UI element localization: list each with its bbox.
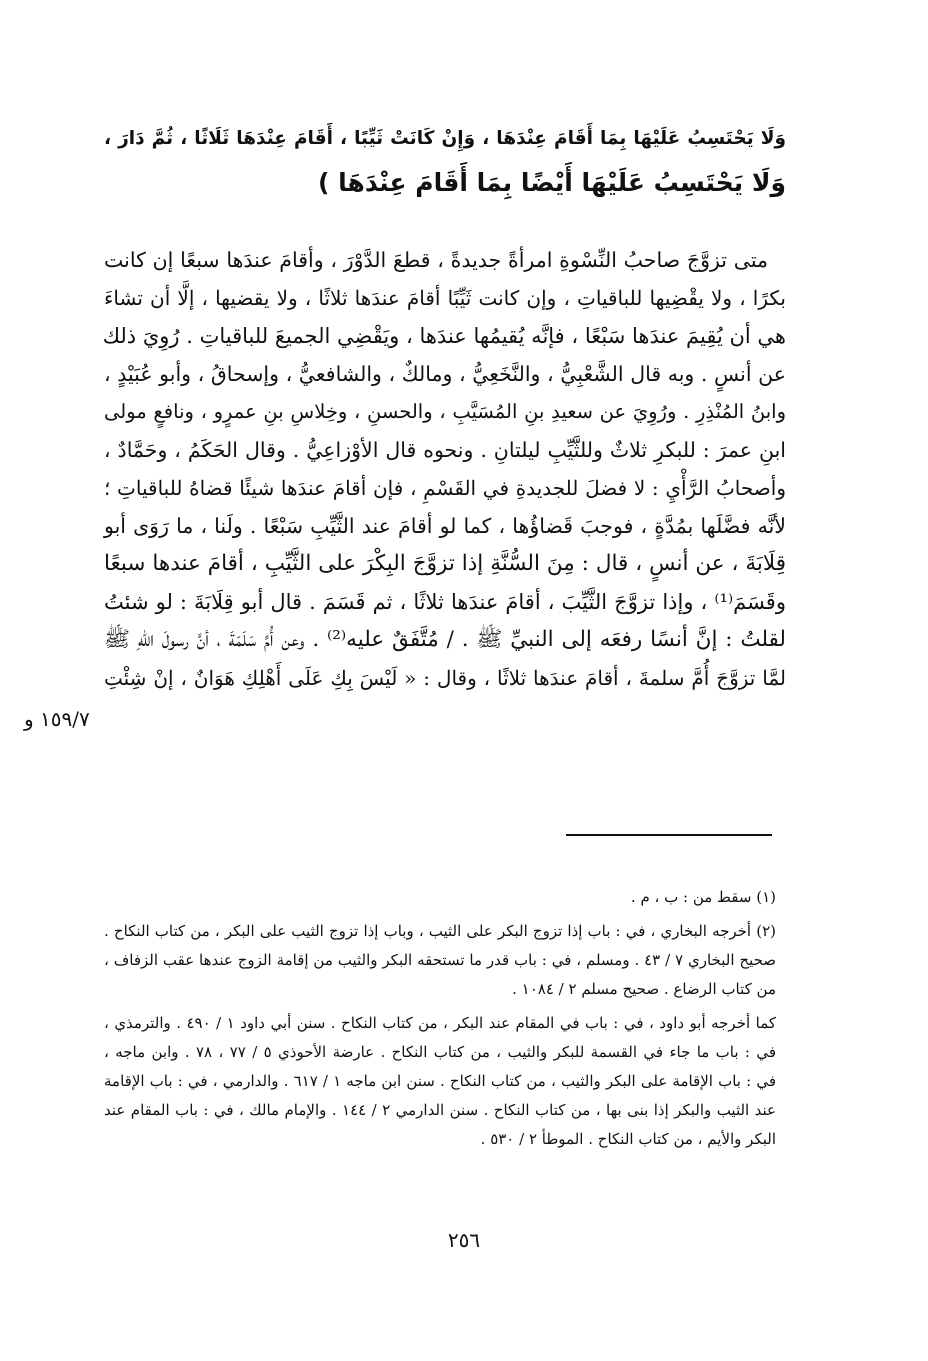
body-line: لأنَّه فضَّلَها بمُدَّةٍ ، فوجبَ قَضاؤُها ، كما لو أقامَ عند الثَّيِّبِ سَبْعًا . ولَنا ، ما رَوَى أبو: [104, 514, 786, 538]
footnote-line: (٢) أخرجه البخاري ، في : باب إذا تزوج البكر على الثيب ، وباب إذا تزوج الثيب على البكر ، من كتاب النكاح .: [104, 922, 776, 940]
body-line: ابنِ عمرَ : للبكرِ ثلاثٌ وللثَّيِّبِ ليلتانِ . ونحوه قال الأوْزاعِيُّ . وقال الحَكَمُ ، وحَمَّادٌ ،: [104, 438, 786, 462]
body-line: هي أن يُقِيمَ عندَها سَبْعًا ، فإنَّه يُقيمُها عندَها ، ويَقْضِي الجميعَ للباقياتِ . رُوِيَ ذلك: [102, 324, 786, 348]
body-line: وأصحابُ الرَّأْيِ : لا فضلَ للجديدةِ في القَسْمِ ، فإن أقامَ عندَها شيئًا قضاهُ للباقياتِ ؛: [104, 476, 786, 500]
page-number: ٢٥٦: [447, 1228, 481, 1252]
matn-line: وَلَا يَحْتَسِبُ عَلَيْهَا بِمَا أَقَامَ عِنْدَهَا ، وَإِنْ كَانَتْ ثَيِّبًا ، أَقَامَ عِنْدَهَا ثَلَاثًا ، ثُمَّ دَارَ ،: [104, 128, 786, 149]
footnote-line: من كتاب الرضاع . صحيح مسلم ٢ / ١٠٨٤ .: [512, 980, 776, 998]
body-line: لقلتُ : إنَّ أنسًا رفعَه إلى النبيِّ ﷺ . / مُتَّفَقٌ عليه⁽²⁾ . وعن أُمِّ سَلَمَةَ ، أنَّ رسولَ اللهِ ﷺ: [104, 627, 786, 652]
body-line: قِلَابَةَ ، عن أنسٍ ، قال : مِنَ السُّنَّةِ إذا تزوَّجَ البِكْرَ على الثَّيِّبِ ، أقامَ عندها سبعًا: [104, 551, 786, 576]
matn-line: وَلَا يَحْتَسِبُ عَلَيْهَا أَيْضًا بِمَا أَقَامَ عِنْدَهَا ): [317, 168, 786, 197]
footnote-line: في : باب ما جاء في القسمة للبكر والثيب ، من كتاب النكاح . عارضة الأحوذي ٥ / ٧٧ ، ٧٨ . وابن ماجه ،: [104, 1043, 776, 1061]
body-line: لمَّا تزوَّجَ أُمَّ سلمةَ ، أقامَ عندَها ثلاثًا ، وقال : « لَيْسَ بِكِ عَلَى أَهْلِكِ هَوَانٌ ، إنْ شِئْتِ: [104, 666, 786, 690]
margin-folio-note: ١٥٩/٧ و: [24, 707, 90, 731]
footnote-line: (١) سقط من : ب ، م .: [630, 888, 776, 906]
footnote-line: صحيح البخاري ٧ / ٤٣ . ومسلم ، في : باب قدر ما تستحقه البكر والثيب من إقامة الزوج عندها عقب الزفاف ،: [104, 951, 776, 969]
body-line: بكرًا ، ولا يقْضِيها للباقياتِ ، وإن كانت ثَيِّبًا أقامَ عندَها ثلاثًا ، ولا يقضيها ، إلَّا أن تشاءَ: [104, 286, 786, 310]
footnote-line: البكر والأيم ، من كتاب النكاح . الموطأ ٢ / ٥٣٠ .: [480, 1130, 776, 1148]
footnote-line: عند الثيب والبكر إذا بنى بها ، من كتاب النكاح . سنن الدارمي ٢ / ١٤٤ . والإمام مالك ، في : باب المقام عند: [104, 1101, 776, 1119]
body-line: وابنُ المُنْذِرِ . ورُوِيَ عن سعيدِ بنِ المُسَيَّبِ ، والحسنِ ، وخِلاسِ بنِ عمرٍو ، ونافعٍ مولى: [104, 400, 786, 423]
body-line: متى تزوَّجَ صاحبُ النِّسْوةِ امرأةً جديدةً ، قطعَ الدَّوْرَ ، وأقامَ عندَها سبعًا إن كانت: [104, 248, 768, 272]
body-line: وقَسَمَ⁽¹⁾ ، وإذا تزوَّجَ الثَّيِّبَ ، أقامَ عندَها ثلاثًا ، ثم قَسَمَ . قال أبو قِلَابَةَ : لو شئتُ: [104, 590, 786, 614]
footnote-line: في : باب الإقامة على البكر والثيب ، من كتاب النكاح . سنن ابن ماجه ١ / ٦١٧ . والدارمي ، في : باب الإقامة: [104, 1072, 777, 1090]
footnote-separator: [566, 834, 772, 836]
footnote-line: كما أخرجه أبو داود ، في : باب في المقام عند البكر ، من كتاب النكاح . سنن أبي داود ١ / ٤٩٠ . والترمذي ،: [104, 1014, 777, 1032]
body-line: عن أنسٍ . وبه قال الشَّعْبِيُّ ، والنَّخَعِيُّ ، ومالكٌ ، والشافعيُّ ، وإسحاقُ ، وأبو عُبَيْدٍ ،: [104, 362, 786, 386]
